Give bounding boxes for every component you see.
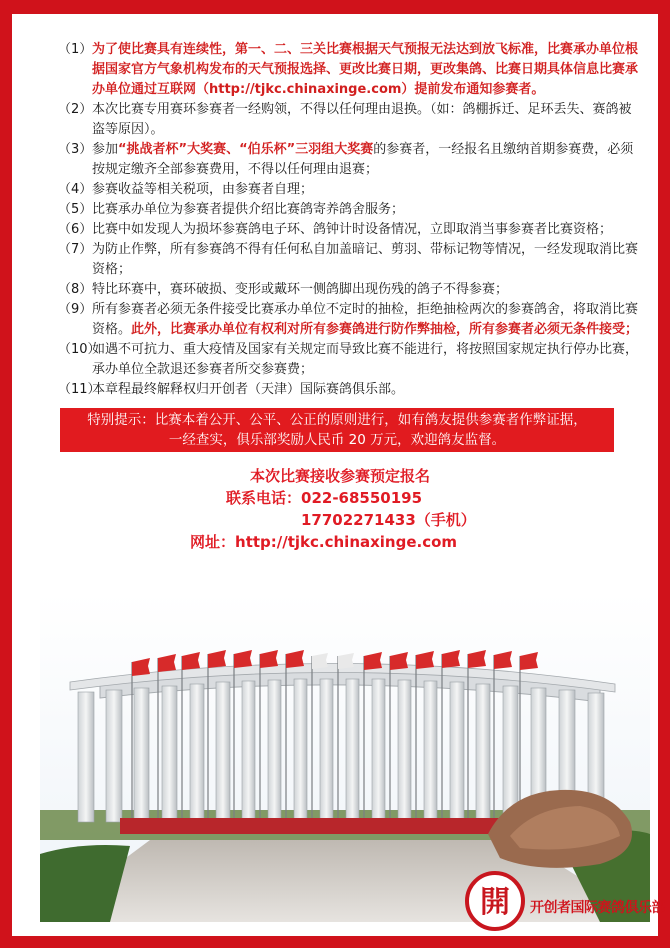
contact-block xyxy=(150,465,530,553)
rule-item xyxy=(58,180,640,200)
rule-number: （7） xyxy=(58,242,93,257)
rule-text: 所有参赛者必须无条件接受比赛承办单位不定时的抽检，拒绝抽检两次的参赛鸽舍，将取消比赛资格。 xyxy=(92,302,639,337)
contact-heading: 本次比赛接收参赛预定报名 xyxy=(249,467,430,485)
rule-item xyxy=(58,220,640,240)
rule-item xyxy=(58,380,640,400)
rule-text: “挑战者杯”大奖赛、“伯乐杯”三羽组大奖赛 xyxy=(118,142,374,157)
frame-bottom-border xyxy=(0,936,670,948)
rule-item xyxy=(58,100,640,140)
rule-text: 参赛收益等相关税项，由参赛者自理； xyxy=(92,182,314,197)
rule-text: 为了使比赛具有连续性，第一、二、三关比赛根据天气预报无法达到放飞标准，比赛承办单位根据国家官方气象机构发布的天气预报选择、更改比赛日期，更改集鸽、比赛日期具体信息比赛承办单位通过互联网（http://tjkc.chinaxinge.com）提前发布通知参赛者。 xyxy=(92,42,639,97)
frame-right-border xyxy=(658,0,670,948)
mobile-number[interactable]: 17702271433（手机） xyxy=(301,511,476,529)
club-name: 开创者国际赛鸽俱乐部 xyxy=(530,900,665,916)
rule-text: 参加 xyxy=(92,142,119,157)
rule-text: 的参赛者，一经报名且缴纳首期参赛费，必须按规定缴齐全部参赛费用，不得以任何理由退赛； xyxy=(92,142,634,177)
rule-item xyxy=(58,340,640,380)
rule-text: 比赛中如发现人为损坏参赛鸽电子环、鸽钟计时设备情况，立即取消当事参赛者比赛资格； xyxy=(92,222,613,237)
rule-number: （2） xyxy=(58,102,93,117)
notice-line-1: 特别提示：比赛本着公开、公平、公正的原则进行，如有鸽友提供参赛者作弊证据， xyxy=(87,412,587,428)
frame-top-border xyxy=(0,0,670,14)
rule-number: （8） xyxy=(58,282,93,297)
special-notice xyxy=(60,408,614,452)
notice-line-2: 一经查实，俱乐部奖励人民币 20 万元，欢迎鸽友监督。 xyxy=(168,432,506,448)
rule-item xyxy=(58,200,640,220)
colonnade-photo xyxy=(40,592,650,922)
rule-number: （4） xyxy=(58,182,93,197)
rule-number: （3） xyxy=(58,142,93,157)
rule-text: 为防止作弊，所有参赛鸽不得有任何私自加盖暗记、剪羽、带标记物等情况，一经发现取消比赛资格； xyxy=(92,242,639,277)
rule-text: 此外，比赛承办单位有权利对所有参赛鸽进行防作弊抽检，所有参赛者必须无条件接受； xyxy=(131,322,639,337)
rule-number: （6） xyxy=(58,222,93,237)
rules-list xyxy=(58,40,640,400)
rule-text: 本章程最终解释权归开创者（天津）国际赛鸽俱乐部。 xyxy=(92,382,405,397)
rule-item xyxy=(58,300,640,340)
rule-number: （11） xyxy=(58,382,101,397)
rule-item xyxy=(58,240,640,280)
rule-number: （10） xyxy=(58,342,101,357)
logo-glyph: 開 xyxy=(480,885,510,920)
rule-number: （9） xyxy=(58,302,93,317)
frame-left-border xyxy=(0,0,12,948)
club-logo xyxy=(462,868,532,934)
rule-item xyxy=(58,280,640,300)
rule-item xyxy=(58,140,640,180)
phone-label: 联系电话： xyxy=(226,489,302,507)
rule-number: （1） xyxy=(58,42,93,57)
rule-text: 如遇不可抗力、重大疫情及国家有关规定而导致比赛不能进行，将按照国家规定执行停办比赛，承办单位全款退还参赛者所交参赛费； xyxy=(92,342,639,377)
rule-number: （5） xyxy=(58,202,93,217)
website-label: 网址： xyxy=(190,533,236,551)
rule-item xyxy=(58,40,640,100)
rule-text: 本次比赛专用赛环参赛者一经购领，不得以任何理由退换。（如：鸽棚拆迁、足环丢失、赛鸽被盗等原因）。 xyxy=(92,102,632,137)
rule-text: 比赛承办单位为参赛者提供介绍比赛鸽寄养鸽舍服务； xyxy=(92,202,405,217)
website-link[interactable]: http://tjkc.chinaxinge.com xyxy=(235,533,458,551)
phone-number[interactable]: 022-68550195 xyxy=(301,489,423,507)
rule-text: 特比环赛中，赛环破损、变形或戴环一侧鸽脚出现伤残的鸽子不得参赛； xyxy=(92,282,509,297)
